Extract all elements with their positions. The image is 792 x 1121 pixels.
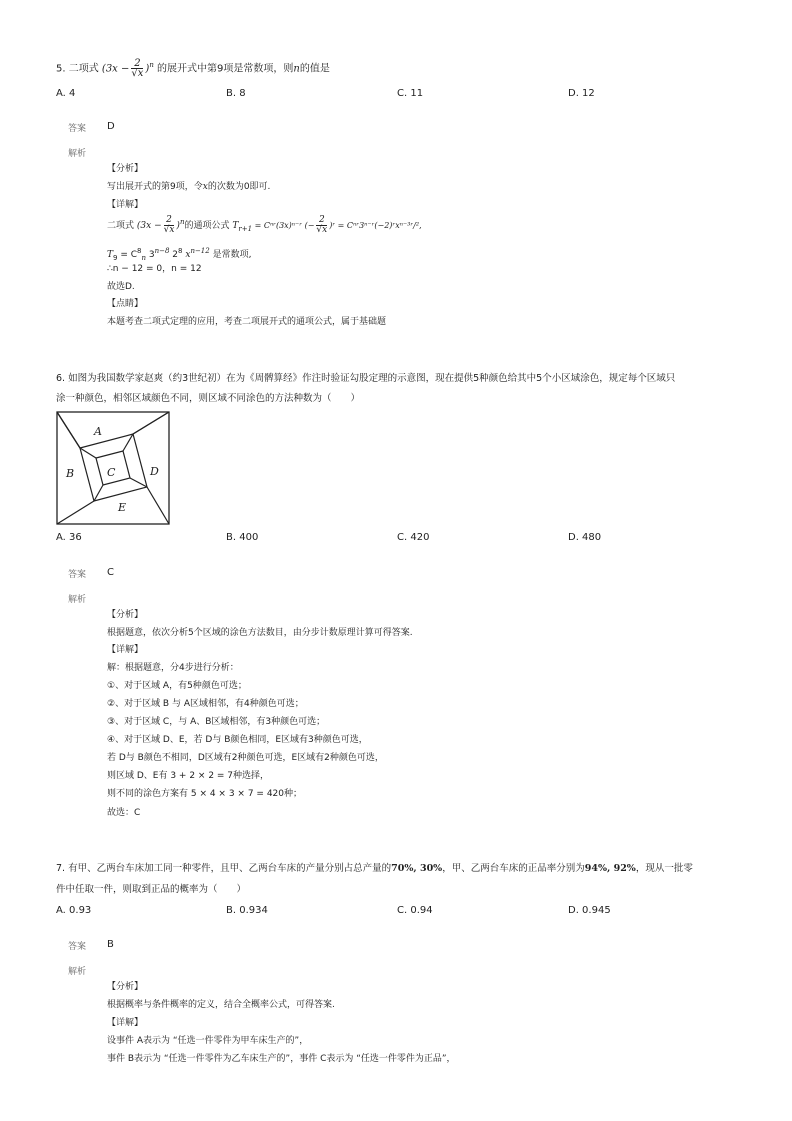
q7-analysis-line: 【分析】 <box>107 982 144 992</box>
q7-analysis-line: 事件 B表示为 “任选一件零件为乙车床生产的”，事件 C表示为 “任选一件零件为正品”， <box>107 1054 456 1064</box>
q7-stem-line-1: 7. 有甲、乙两台车床加工同一种零件，且甲、乙两台车床的产量分别占总产量的70%, 30%，甲、乙两台车床的正品率分别为94%, 92%，现从一批零 <box>56 863 693 874</box>
q7-answer-value: B <box>107 939 114 950</box>
q6-analysis-line: 则区域 D、E有 3 + 2 × 2 = 7种选择， <box>107 771 270 781</box>
q6-option-a[interactable]: A. 36 <box>56 532 82 543</box>
diagram-line <box>147 487 169 524</box>
q6-analysis-line: ④、对于区域 D、E，若 D与 B颜色相同，E区域有3种颜色可选， <box>107 735 368 745</box>
q7-analysis-line: 【详解】 <box>107 1018 144 1028</box>
region-label-b: B <box>66 467 75 480</box>
q6-answer-value: C <box>107 567 114 578</box>
q6-analysis-line: 故选：C <box>107 808 141 818</box>
q7-stem-line-2: 件中任取一件，则取到正品的概率为（ ） <box>56 884 247 895</box>
q6-analysis-line: 【详解】 <box>107 645 144 655</box>
q6-analysis-line: ③、对于区域 C，与 A、B区域相邻，有3种颜色可选； <box>107 717 326 727</box>
q5-detail-heading: 【详解】 <box>107 200 144 210</box>
region-label-a: A <box>94 425 102 438</box>
q7-option-c[interactable]: C. 0.94 <box>397 905 433 916</box>
q6-analysis-line: 若 D与 B颜色不相同，D区域有2种颜色可选，E区域有2种颜色可选， <box>107 753 384 763</box>
diagram-line <box>57 501 94 524</box>
q5-general-term-line: 二项式 (3x − $\frac{2}{√x}$ )$^n$的通项公式 $T_{r+1}$ = Cⁿʳ(3x)ⁿ⁻ʳ (− $\frac{2}{√x}$ )ʳ = Cⁿʳ3ⁿ⁻ʳ(−2)ʳxⁿ⁻³ʳ/², <box>107 215 422 235</box>
q6-option-c[interactable]: C. 420 <box>397 532 430 543</box>
q6-option-d[interactable]: D. 480 <box>568 532 602 543</box>
q6-stem-line-1: 6. 如图为我国数学家赵爽（约3世纪初）在为《周髀算经》作注时验证勾股定理的示意图，现在提供5种颜色给其中5个小区域涂色，规定每个区域只 <box>56 373 676 384</box>
q6-analysis-line: 根据题意，依次分析5个区域的涂色方法数目，由分步计数原理计算可得答案. <box>107 628 413 638</box>
q6-stem-line-2: 涂一种颜色，相邻区域颜色不同，则区域不同涂色的方法种数为（ ） <box>56 393 361 404</box>
q7-answer-label: 答案 <box>68 942 87 952</box>
q7-analysis-line: 根据概率与条件概率的定义，结合全概率公式，可得答案. <box>107 1000 335 1010</box>
q6-analysis-line: ①、对于区域 A，有5种颜色可选； <box>107 681 247 691</box>
q5-analysis-label: 解析 <box>68 149 87 159</box>
q5-ninth-term-line: $T_9 = C^8_n$ $3^{n-8}$ $2^8$ $x^{n-12}$ 是常数项, <box>107 247 252 262</box>
zhao-shuang-diagram <box>56 411 170 525</box>
q6-option-b[interactable]: B. 400 <box>226 532 259 543</box>
q6-analysis-line: 【分析】 <box>107 610 144 620</box>
q5-term-fraction-2: $\frac{2}{√x}$ <box>316 215 328 235</box>
q5-analysis-line: 写出展开式的第9项，令x的次数为0即可. <box>107 182 271 192</box>
q7-analysis-line: 设事件 A表示为 “任选一件零件为甲车床生产的”， <box>107 1036 309 1046</box>
q6-answer-label: 答案 <box>68 570 87 580</box>
q5-fraction: $\frac{2}{√x}$ <box>131 57 144 79</box>
q7-option-a[interactable]: A. 0.93 <box>56 905 92 916</box>
q6-analysis-line: ②、对于区域 B 与 A区域相邻，有4种颜色可选； <box>107 699 304 709</box>
q5-option-c[interactable]: C. 11 <box>397 88 424 99</box>
q5-answer-value: D <box>107 121 115 132</box>
q5-answer-label: 答案 <box>68 124 87 134</box>
q6-analysis-label: 解析 <box>68 595 87 605</box>
q5-stem: 5. 二项式 (3x − $\frac{2}{√x}$ )$^n$ 的展开式中第9项是常数项，则n的值是 <box>56 57 330 79</box>
q7-option-b[interactable]: B. 0.934 <box>226 905 268 916</box>
q5-analysis-heading: 【分析】 <box>107 164 144 174</box>
q7-analysis-label: 解析 <box>68 967 87 977</box>
q5-choice-line: 故选D. <box>107 282 135 292</box>
q5-option-a[interactable]: A. 4 <box>56 88 76 99</box>
q6-analysis-line: 解：根据题意，分4步进行分析： <box>107 663 239 673</box>
region-label-d: D <box>150 465 159 478</box>
q5-option-d[interactable]: D. 12 <box>568 88 595 99</box>
region-label-e: E <box>118 501 127 514</box>
q5-option-b[interactable]: B. 8 <box>226 88 246 99</box>
region-label-c: C <box>107 466 116 479</box>
q5-solve-line: ∴n − 12 = 0，n = 12 <box>107 264 202 274</box>
q5-remark-heading: 【点睛】 <box>107 299 144 309</box>
q5-term-fraction: $\frac{2}{√x}$ <box>163 215 175 235</box>
q6-analysis-line: 则不同的涂色方案有 5 × 4 × 3 × 7 = 420种； <box>107 789 302 799</box>
q7-option-d[interactable]: D. 0.945 <box>568 905 611 916</box>
q5-remark-line: 本题考查二项式定理的应用，考查二项展开式的通项公式，属于基础题 <box>107 317 387 327</box>
